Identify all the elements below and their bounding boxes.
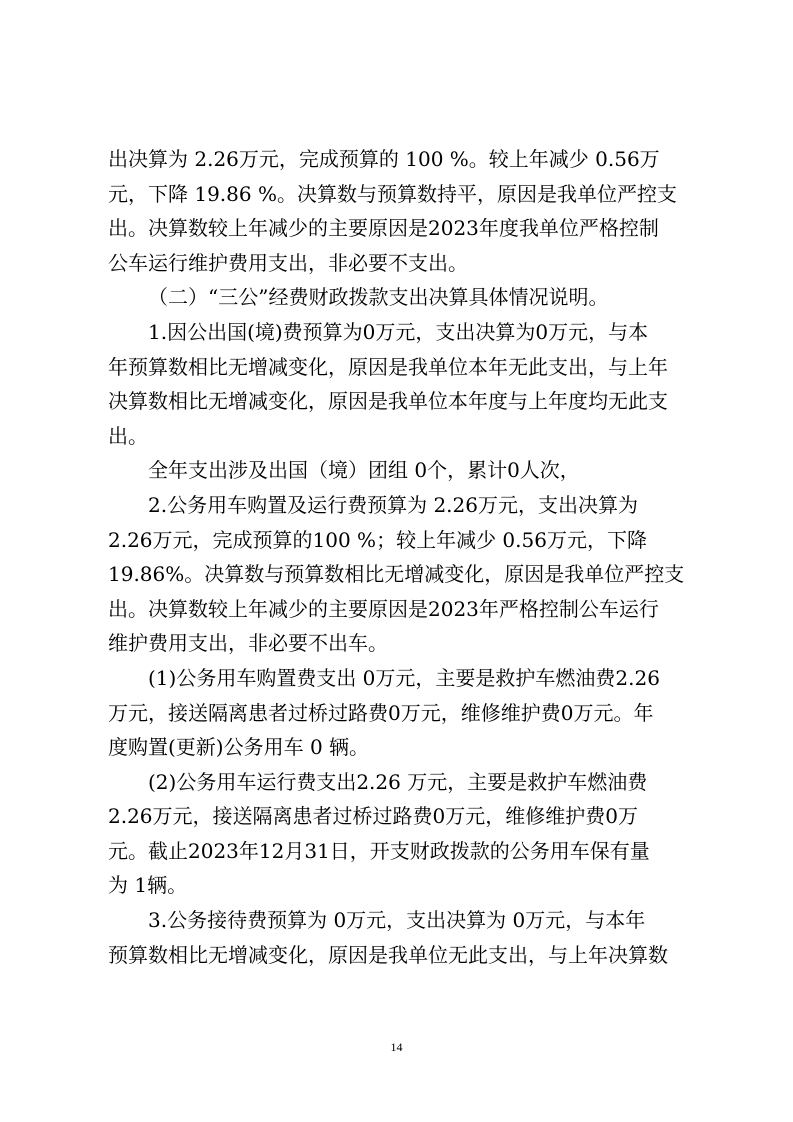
text-line: 2.26万元，完成预算的100 %；较上年减少 0.56万元，下降 — [108, 527, 647, 552]
text-line: 万元，接送隔离患者过桥过路费0万元，维修维护费0万元。年 — [108, 700, 654, 725]
text-line: (2)公务用车运行费支出2.26 万元，主要是救护车燃油费 — [148, 769, 648, 794]
text-line: 出决算为 2.26万元，完成预算的 100 %。较上年减少 0.56万 — [108, 147, 660, 171]
section-heading: （二）“三公”经费财政拨款支出决算具体情况说明。 — [148, 285, 609, 310]
text-line: 出。决算数较上年减少的主要原因是2023年度我单位严格控制 — [108, 216, 659, 241]
text-line: 全年支出涉及出国（境）团组 0个，累计0人次， — [148, 458, 580, 483]
text-line: 19.86%。决算数与预算数相比无增减变化，原因是我单位严控支 — [108, 562, 685, 587]
text-line: 1.因公出国(境)费预算为0万元，支出决算为0万元，与本 — [148, 319, 649, 344]
document-body — [108, 142, 696, 972]
text-line: 为 1辆。 — [108, 873, 188, 898]
text-line: 元，下降 19.86 %。决算数与预算数持平，原因是我单位严控支 — [108, 181, 677, 206]
page-number: 14 — [390, 1040, 403, 1054]
text-line: 决算数相比无增减变化，原因是我单位本年度与上年度均无此支 — [108, 389, 668, 414]
text-line: 预算数相比无增减变化，原因是我单位无此支出，与上年决算数 — [108, 942, 668, 967]
text-line: 元。截止2023年12月31日，开支财政拨款的公务用车保有量 — [108, 838, 650, 863]
text-line: 出。决算数较上年减少的主要原因是2023年严格控制公车运行 — [108, 596, 659, 621]
text-line: 出。 — [108, 423, 148, 448]
text-line: 2.26万元，接送隔离患者过桥过路费0万元，维修维护费0万 — [108, 804, 638, 829]
text-line: (1)公务用车购置费支出 0万元，主要是救护车燃油费2.26 — [148, 665, 660, 690]
text-line: 维护费用支出，非必要不出车。 — [108, 631, 388, 656]
text-line: 度购置(更新)公务用车 0 辆。 — [108, 735, 370, 760]
text-line: 3.公务接待费预算为 0万元，支出决算为 0万元，与本年 — [148, 908, 646, 933]
text-line: 2.公务用车购置及运行费预算为 2.26万元，支出决算为 — [148, 492, 638, 517]
text-line: 公车运行维护费用支出，非必要不支出。 — [108, 250, 468, 275]
text-line: 年预算数相比无增减变化，原因是我单位本年无此支出，与上年 — [108, 354, 668, 379]
